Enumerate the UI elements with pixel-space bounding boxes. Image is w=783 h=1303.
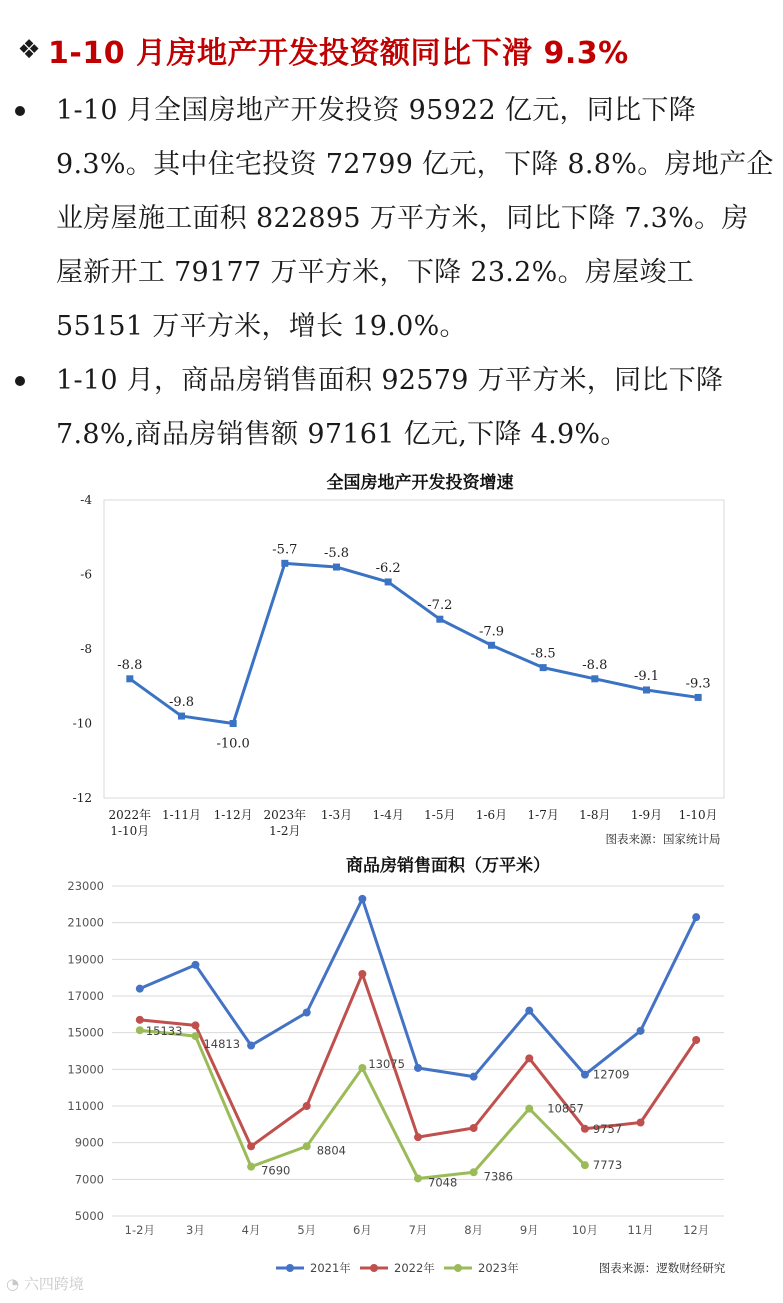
data-point <box>692 1036 700 1044</box>
data-point <box>591 675 598 682</box>
investment-growth-chart-svg <box>0 460 783 855</box>
data-point <box>191 1032 199 1040</box>
legend-marker <box>370 1264 378 1272</box>
data-point <box>470 1124 478 1132</box>
data-point <box>540 664 547 671</box>
x-tick-label: 2022年 <box>108 808 152 822</box>
legend-marker <box>286 1264 294 1272</box>
data-point <box>358 970 366 978</box>
watermark-text: 六四跨境 <box>23 1275 84 1293</box>
data-point <box>470 1073 478 1081</box>
data-point <box>303 1102 311 1110</box>
data-label: 7773 <box>592 1158 623 1173</box>
sales-area-chart <box>0 848 783 1288</box>
y-tick-label: 15000 <box>67 1025 104 1040</box>
data-point <box>303 1142 311 1150</box>
data-label: -8.5 <box>530 646 556 662</box>
bullet-item <box>0 354 783 462</box>
data-point <box>126 675 133 682</box>
data-point <box>191 961 199 969</box>
x-tick-label: 7月 <box>408 1223 428 1237</box>
data-point <box>385 578 392 585</box>
data-point <box>247 1142 255 1150</box>
data-point <box>281 560 288 567</box>
x-tick-label: 4月 <box>241 1223 261 1237</box>
data-label: 8804 <box>316 1143 347 1158</box>
data-label: 12709 <box>592 1067 630 1082</box>
bullet-list <box>0 84 783 462</box>
x-tick-label: 1-3月 <box>320 808 353 822</box>
legend-marker <box>454 1264 462 1272</box>
x-tick-label: 1-9月 <box>630 808 663 822</box>
x-tick-label: 2023年 <box>263 808 307 822</box>
data-label: -9.1 <box>633 668 660 684</box>
x-tick-label: 1-6月 <box>475 808 508 822</box>
x-tick-label: 1-2月 <box>124 1223 155 1237</box>
y-tick-label: 21000 <box>67 915 104 930</box>
y-tick-label: 5000 <box>74 1209 104 1223</box>
data-point <box>136 1016 144 1024</box>
data-label: -7.2 <box>427 598 453 614</box>
bullet-text: 1-10 月全国房地产开发投资 95922 亿元，同比下降 9.3%。其中住宅投资 72799 亿元，下降 8.8%。房地产企业房屋施工面积 822895 万平方米，同比下降 7.3%。房屋新开工 79177 万平方米，下降 23.2%。房屋竣工 55151 万平方米，增长 19.0%。 <box>56 95 774 342</box>
data-label: -8.8 <box>117 657 143 673</box>
x-tick-label: 1-10月 <box>110 824 150 838</box>
y-tick-label: 9000 <box>74 1135 104 1150</box>
data-point <box>525 1105 533 1113</box>
data-label: -9.8 <box>168 695 195 711</box>
y-tick-label: -8 <box>80 642 92 656</box>
data-label: 7690 <box>261 1163 291 1178</box>
y-tick-label: 23000 <box>67 879 104 893</box>
chart-source: 图表来源：逻数财经研究 <box>598 1261 726 1275</box>
y-tick-label: 19000 <box>67 952 104 967</box>
legend-label: 2021年 <box>310 1261 351 1275</box>
x-tick-label: 1-7月 <box>527 808 559 822</box>
data-point <box>581 1161 589 1169</box>
data-label: 7048 <box>428 1175 458 1190</box>
diamond-bullet-icon: ❖ <box>17 35 41 65</box>
x-tick-label: 10月 <box>571 1223 598 1237</box>
series-line <box>130 560 698 723</box>
data-label: -10.0 <box>216 736 250 752</box>
chart-title: 商品房销售面积（万平米） <box>346 856 550 876</box>
section-heading <box>10 22 775 78</box>
y-tick-label: 11000 <box>67 1099 104 1113</box>
data-point <box>303 1009 311 1017</box>
x-tick-label: 1-10月 <box>678 808 718 822</box>
x-tick-label: 1-5月 <box>424 808 456 822</box>
x-tick-label: 9月 <box>519 1223 539 1237</box>
data-label: 9757 <box>592 1121 623 1136</box>
y-tick-label: 13000 <box>67 1062 104 1077</box>
data-point <box>358 895 366 903</box>
y-tick-label: -4 <box>80 493 92 507</box>
data-point <box>643 686 650 693</box>
investment-growth-chart <box>0 460 783 855</box>
series-line <box>140 974 696 1146</box>
bullet-dot-icon <box>15 376 25 386</box>
bullet-text: 1-10 月，商品房销售面积 92579 万平方米，同比下降 7.8%,商品房销售额 97161 亿元,下降 4.9%。 <box>56 365 724 450</box>
x-tick-label: 12月 <box>683 1223 710 1237</box>
data-label: 7386 <box>483 1169 513 1184</box>
data-point <box>414 1064 422 1072</box>
x-tick-label: 6月 <box>352 1223 372 1237</box>
data-label: -6.2 <box>375 560 401 576</box>
data-label: -5.8 <box>323 546 350 562</box>
plot-frame <box>104 500 724 798</box>
data-point <box>581 1071 589 1079</box>
data-point <box>191 1021 199 1029</box>
x-tick-label: 8月 <box>464 1223 484 1237</box>
sales-area-chart-svg <box>0 848 783 1288</box>
bullet-item <box>0 84 783 354</box>
data-point <box>581 1125 589 1133</box>
data-point <box>247 1163 255 1171</box>
data-point <box>488 642 495 649</box>
data-label: -8.8 <box>582 657 608 673</box>
data-label: -5.7 <box>272 542 298 558</box>
data-label: 14813 <box>203 1037 241 1052</box>
x-tick-label: 1-4月 <box>372 808 404 822</box>
data-point <box>333 564 340 571</box>
data-label: 10857 <box>547 1101 584 1116</box>
data-label: 13075 <box>368 1056 405 1071</box>
data-point <box>247 1042 255 1050</box>
data-point <box>414 1174 422 1182</box>
x-tick-label: 11月 <box>627 1223 654 1237</box>
data-point <box>470 1168 478 1176</box>
legend-label: 2023年 <box>478 1261 519 1275</box>
data-label: -7.9 <box>478 624 505 640</box>
legend-label: 2022年 <box>394 1261 435 1275</box>
x-tick-label: 1-11月 <box>162 808 201 822</box>
data-point <box>136 1026 144 1034</box>
y-tick-label: -6 <box>80 567 92 582</box>
y-tick-label: 17000 <box>67 989 104 1003</box>
data-point <box>525 1054 533 1062</box>
data-point <box>436 616 443 623</box>
chart-title: 全国房地产开发投资增速 <box>326 473 514 493</box>
y-tick-label: 7000 <box>74 1172 104 1187</box>
data-point <box>414 1133 422 1141</box>
data-point <box>525 1007 533 1015</box>
data-point <box>637 1119 645 1127</box>
x-tick-label: 1-8月 <box>579 808 611 822</box>
x-tick-label: 1-12月 <box>213 808 253 822</box>
data-point <box>358 1064 366 1072</box>
heading-title: 1-10 月房地产开发投资额同比下滑 9.3% <box>48 36 629 71</box>
data-label: -9.3 <box>685 676 711 692</box>
x-tick-label: 3月 <box>186 1223 205 1237</box>
data-point <box>178 713 185 720</box>
y-tick-label: -10 <box>72 716 92 731</box>
data-label: 15133 <box>145 1024 183 1039</box>
bullet-dot-icon <box>15 106 25 116</box>
watermark-logo: ◔ 六四跨境 <box>6 1275 84 1293</box>
data-point <box>230 720 237 727</box>
data-point <box>637 1027 645 1035</box>
data-point <box>692 913 700 921</box>
x-tick-label: 5月 <box>297 1223 317 1237</box>
x-tick-label: 1-2月 <box>269 824 301 838</box>
chart-source: 图表来源：国家统计局 <box>605 832 721 846</box>
data-point <box>695 694 702 701</box>
data-point <box>136 985 144 993</box>
y-tick-label: -12 <box>72 791 92 805</box>
